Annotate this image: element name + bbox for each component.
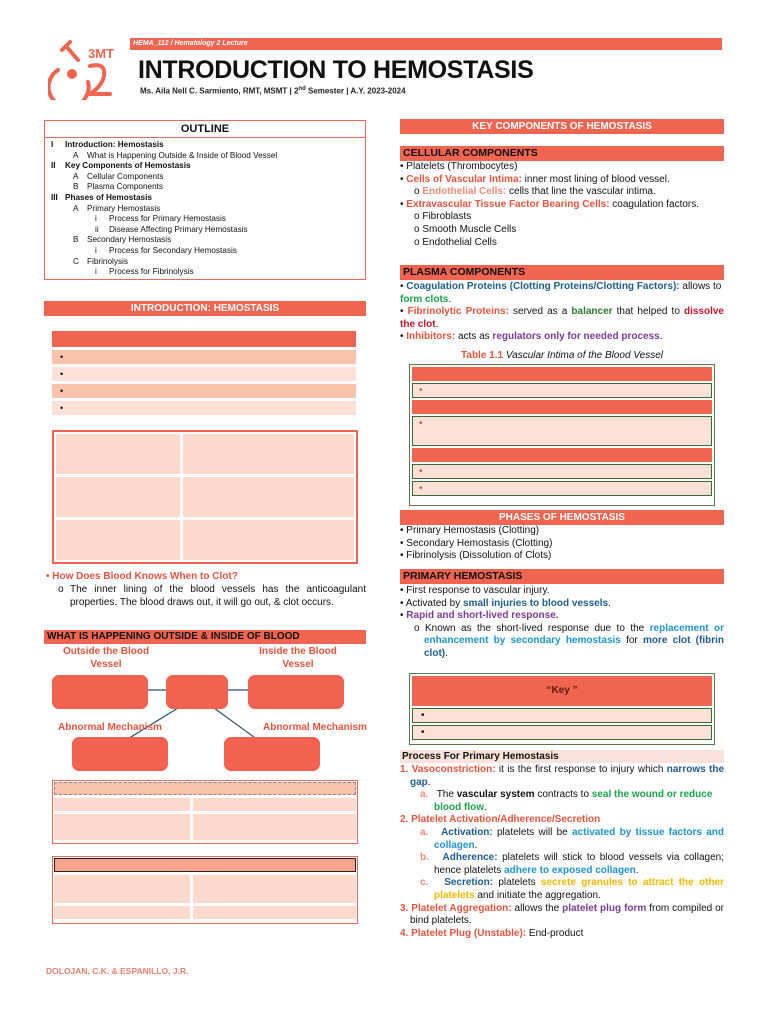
intro-table-row: • bbox=[52, 401, 356, 415]
key-table bbox=[409, 673, 715, 745]
outline-title: OUTLINE bbox=[45, 121, 365, 138]
outline-item: ii Disease Affecting Primary Hemostasis bbox=[95, 224, 248, 234]
abnormal-left-label: Abnormal Mechanism bbox=[58, 722, 162, 733]
lecturer-line: Ms. Aila Nell C. Sarmiento, RMT, MSMT | 2nd Semester | A.Y. 2023-2024 bbox=[140, 86, 406, 96]
authors-footer: DOLOJAN, C.K. & ESPANILLO, J.R. bbox=[46, 966, 189, 976]
grid-cell bbox=[56, 477, 180, 517]
outside-vessel-label: Outside the Blood Vessel bbox=[62, 646, 150, 670]
plasma-components-header: PLASMA COMPONENTS bbox=[400, 265, 724, 280]
intro-table-header bbox=[52, 331, 356, 347]
outline-item: II Key Components of Hemostasis bbox=[51, 161, 191, 171]
key-table-row: • bbox=[412, 708, 712, 723]
cellular-components-list: • Platelets (Thrombocytes) • Cells of Vascular Intima: inner most lining of blood vessel. o Endothelial Cells: cells that line the vascular intima. • Extravascular Tissue Factor Bearing Cells: coagulation factors. o Fibroblasts o Smooth Muscle Cells o Endothelial Cells bbox=[400, 161, 724, 249]
page-title: INTRODUCTION TO HEMOSTASIS bbox=[138, 56, 534, 84]
inside-vessel-label: Inside the Blood Vessel bbox=[259, 646, 337, 670]
outline-item: i Process for Primary Hemostasis bbox=[95, 214, 226, 224]
intro-table bbox=[52, 331, 356, 415]
svg-text:3MT: 3MT bbox=[88, 46, 114, 61]
intro-section-header: INTRODUCTION: HEMOSTASIS bbox=[44, 301, 366, 316]
cellular-components-header: CELLULAR COMPONENTS bbox=[400, 146, 724, 161]
vascular-intima-table: • • • • bbox=[409, 364, 715, 506]
inside-node bbox=[248, 675, 344, 709]
cell-subitem: o Endothelial Cells bbox=[414, 236, 497, 248]
grid-cell bbox=[56, 434, 180, 474]
outline-item: i Process for Secondary Hemostasis bbox=[95, 245, 237, 255]
grid-cell bbox=[56, 520, 180, 560]
center-node bbox=[166, 675, 228, 709]
blood-vessel-section-header: WHAT IS HAPPENING OUTSIDE & INSIDE OF BLOOD bbox=[44, 630, 366, 644]
outline-item: i Process for Fibrinolysis bbox=[95, 267, 194, 277]
outline-item: A Primary Hemostasis bbox=[73, 203, 161, 213]
abnormal-mechanism-table bbox=[52, 856, 358, 924]
blood-vessel-table bbox=[52, 780, 358, 844]
clot-question: • How Does Blood Knows When to Clot? bbox=[46, 571, 238, 582]
phase-item: • Fibrinolysis (Dissolution of Clots) bbox=[400, 550, 552, 562]
outline-item: A Cellular Components bbox=[73, 171, 164, 181]
key-table-row: • bbox=[412, 725, 712, 740]
key-table-header: “Key ” bbox=[412, 676, 712, 706]
grid-cell bbox=[183, 520, 354, 560]
intro-grid bbox=[52, 430, 358, 564]
intro-table-row: • bbox=[52, 350, 356, 364]
process-steps: 1. Vasoconstriction: it is the first response to injury which narrows the gap. a. The vascular system contracts to seal the wound or reduce blood flow. 2. Platelet Activation/Adherence/Secretion a. Activation: platelets will be activated by tissue factors and collagen. b. Adherence: platelets will stick to blood vessels via collagen; hence platelets adhere to exposed collagen. c. Secretion: platelets secrete granules to attract the other platelets and initiate the aggregation. 3. Platelet Aggregation: allows the platelet plug form from compiled or bind platelets. 4. Platelet Plug (Unstable): End-product bbox=[400, 764, 725, 939]
outside-node bbox=[52, 675, 148, 709]
outline-list bbox=[45, 138, 365, 280]
phase-item: • Secondary Hemostasis (Clotting) bbox=[400, 537, 553, 549]
course-label: HEMA_112 / Hematology 2 Lecture bbox=[130, 38, 722, 50]
abnormal-right-label: Abnormal Mechanism bbox=[263, 722, 367, 733]
course-logo bbox=[48, 36, 120, 100]
cell-subitem: o Fibroblasts bbox=[414, 211, 472, 223]
outline-item: I Introduction: Hemostasis bbox=[51, 140, 164, 149]
process-header: Process For Primary Hemostasis bbox=[400, 750, 724, 763]
intro-table-row: • bbox=[52, 367, 356, 381]
cell-subitem: o Smooth Muscle Cells bbox=[414, 223, 517, 235]
outline-item: B Secondary Hemostasis bbox=[73, 235, 172, 245]
outline-item: C Fibrinolysis bbox=[73, 256, 128, 266]
primary-hemostasis-list: • First response to vascular injury. • Activated by small injuries to blood vessels. • Rapid and short-lived response. o Known as the short-lived response due to the replacement or enhancement by secondary hemostasis for more clot (fibrin clot). bbox=[400, 585, 724, 659]
grid-cell bbox=[183, 477, 354, 517]
intro-table-row: • bbox=[52, 384, 356, 398]
clot-answer: o The inner lining of the blood vessels has the anticoagulant properties. The blood draws out, it will go out, & clot occurs. bbox=[58, 584, 366, 608]
phases-list bbox=[400, 525, 724, 563]
plasma-components-list: • Coagulation Proteins (Clotting Proteins/Clotting Factors): allows to form clots. • Fibrinolytic Proteins: served as a balancer that helped to dissolve the clot. • Inhibitors: acts as regulators only for needed process. bbox=[400, 281, 724, 343]
grid-cell bbox=[183, 434, 354, 474]
abnormal-left-node bbox=[72, 737, 168, 771]
outline-item: III Phases of Hemostasis bbox=[51, 192, 152, 202]
primary-hemostasis-header: PRIMARY HEMOSTASIS bbox=[400, 569, 724, 584]
key-components-header: KEY COMPONENTS OF HEMOSTASIS bbox=[400, 119, 724, 134]
phases-header: PHASES OF HEMOSTASIS bbox=[400, 510, 724, 525]
abnormal-right-node bbox=[224, 737, 320, 771]
phase-item: • Primary Hemostasis (Clotting) bbox=[400, 525, 540, 536]
outline-item: A What is Happening Outside & Inside of Blood Vessel bbox=[73, 150, 278, 160]
outline-box bbox=[44, 120, 366, 280]
table-caption: Table 1.1 Vascular Intima of the Blood Vessel bbox=[461, 350, 663, 361]
outline-item: B Plasma Components bbox=[73, 182, 163, 192]
